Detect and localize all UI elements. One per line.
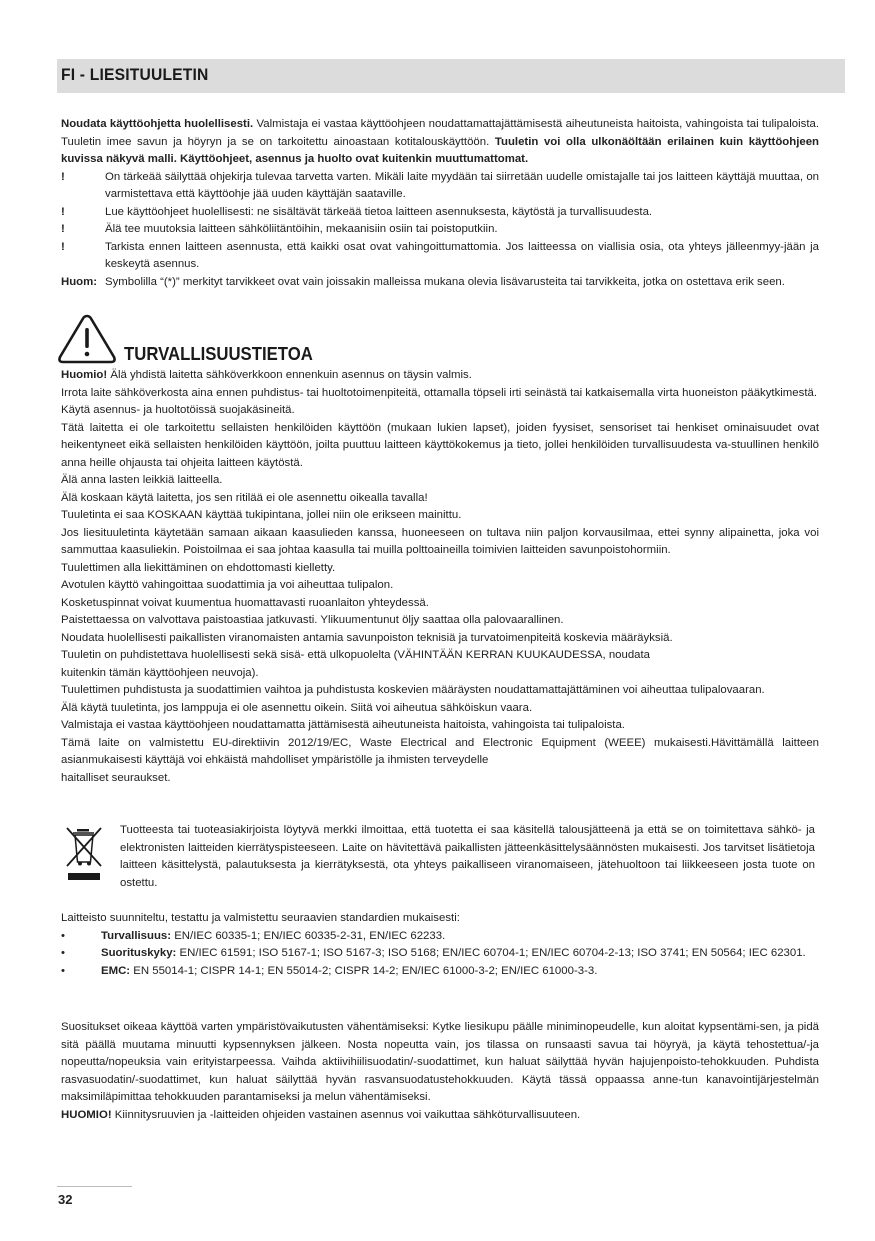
standards-intro: Laitteisto suunniteltu, testattu ja valmistettu seuraavien standardien mukaisesti: (61, 912, 460, 924)
footer-divider (57, 1186, 132, 1187)
intro-lead-bold: Noudata käyttöohjetta huolellisesti. (61, 118, 254, 130)
safety-paragraph: Tuulettimen puhdistusta ja suodattimien vaihtoa ja puhdistusta koskevien määräysten noudattamattajättäminen voi aiheuttaa tulipalovaaran. (61, 684, 765, 696)
standards-text: EN/IEC 60335-1; EN/IEC 60335-2-31, EN/IEC 62233. (171, 929, 446, 942)
warning-label: HUOMIO! (61, 1108, 112, 1121)
exclamation-mark: ! (61, 205, 65, 218)
recommendations-section (61, 1019, 819, 1124)
safety-paragraph: Noudata huolellisesti paikallisten viranomaisten antamia savunpoiston teknisiä ja turvatoimenpiteitä koskevia määräyksiä. (61, 631, 673, 644)
safety-paragraph: Tuuletin on puhdistettava huolellisesti sekä sisä- että ulkopuolelta (VÄHINTÄÄN KERRAN KUUKAUDESSA, noudata (61, 649, 651, 661)
safety-paragraph: Älä käytä tuuletinta, jos lamppuja ei ole asennettu oikein. Siitä voi aiheutua sähköiskun vaara. (61, 701, 533, 714)
bullet-dot: • (61, 964, 65, 977)
intro-lead-text: Valmistaja ei vastaa käyttöohjeen noudattamattajättämisestä aiheutuneista haitoista, vahingoista tai tulipaloista. Tuuletin imee savun ja höyryn ja se on tarkoitettu ainoastaan kotitalouskäyttöön. (61, 118, 819, 148)
note-label: Huom: (61, 275, 98, 288)
safety-paragraph: Irrota laite sähköverkosta aina ennen puhdistus- tai huoltotoimenpiteitä, ottamalla töpseli irti seinästä tai katkaisemalla virta huoneiston pääkytkimestä. (61, 386, 817, 399)
intro-bullet-text: Älä tee muutoksia laitteen sähköliitäntöihin, mekaanisiin osiin tai poistoputkiin. (105, 223, 498, 235)
standards-item (61, 963, 819, 981)
standards-item (61, 945, 819, 963)
weee-text: Tuotteesta tai tuoteasiakirjoista löytyvä merkki ilmoittaa, että tuotetta ei saa käsitellä talousjätteenä ja että se on toimitettava sähkö- ja elektronisten laitteiden kierrätyspisteeseen. Laite on hävitettävä paikallisten jätteenkäsittelysäännösten mukaisesti. Jos tarvitset lisätietoja laitteen käsittelystä, palautuksesta ja kierrätyksestä, ota yhteys paikalliseen viranomaiseen, jätehuoltoon tai liikkeeseen josta tuote on ostettu. (120, 824, 815, 889)
safety-paragraph: kuitenkin tämän käyttöohjeen neuvoja). (61, 666, 259, 679)
warning-text: Kiinnitysruuvien ja -laitteiden ohjeiden vastainen asennus voi vaikuttaa sähköturvallisuuteen. (111, 1108, 581, 1121)
safety-paragraph: Tämä laite on valmistettu EU-direktiivin 2012/19/EC, Waste Electrical and Electronic Equipment (WEEE) mukaisesti.Hävittämällä laitteen asianmukaisesti käyttäjä voi ehkäistä mahdolliset ympäristölle ja ihmisten terveydelle (61, 736, 819, 766)
page-title: FI - LIESITUULETIN (61, 65, 209, 84)
safety-paragraph: Paistettaessa on valvottava paistoastiaa jatkuvasti. Ylikuumentunut öljy saattaa olla palovaarallinen. (61, 614, 564, 626)
safety-heading: TURVALLISUUSTIETOA (124, 344, 313, 364)
recommendations-text: Suositukset oikeaa käyttöä varten ympäristövaikutusten vähentämiseksi: Kytke liesikupu päälle miniminopeudelle, kun aloitat kypsentämi-sen, ja pidä sitä päällä muutama minuutti kypsennyksen jälkeen. Nosta nopeutta vain, jos tilassa on runsaasti savua tai höyryä, ja käytä tehostettua/-ja nopeutta/nopeuksia vain erityistarpeessa. Vaihda aktiivihiilisuodatin/-suodattimet, kun haluat säilyttää hyvän hajujenpoisto-tehokkuuden. Puhdista rasvasuodatin/-suodattimet, kun haluat säilyttää hyvän rasvansuodatustehokkuuden. Käytä tässä oppaassa anne-tun kanavointijärjestelmän maksimiläpimittaa tehokkuuden parantamiseksi ja melun vähentämiseksi. (61, 1021, 819, 1103)
standards-label: Turvallisuus: (101, 929, 172, 942)
intro-paragraph (61, 116, 819, 169)
safety-paragraph: Kosketuspinnat voivat kuumentua huomattavasti ruoanlaiton yhteydessä. (61, 596, 429, 609)
standards-section (61, 910, 819, 980)
note-text: Symbolilla “(*)” merkityt tarvikkeet ovat vain joissakin malleissa mukana olevia lisävarusteita tai tarvikkeita, jotka on ostettava erik seen. (105, 275, 785, 288)
safety-paragraph: Tuulettimen alla liekittäminen on ehdottomasti kielletty. (61, 561, 336, 574)
intro-section (61, 116, 819, 291)
intro-bullet (61, 169, 819, 204)
safety-paragraph: Jos liesituuletinta käytetään samaan aikaan kaasulieden kanssa, huoneeseen on tultava niin paljon korvausilmaa, ettei synny alipainetta, joka voi sammuttaa kaasuliekin. Poistoilmaa ei saa johtaa kaasulla tai muilla polttoaineilla toimivien laitteiden savunpoistohormiin. (61, 526, 819, 556)
safety-first-text: Älä yhdistä laitetta sähköverkkoon ennenkuin asennus on täysin valmis. (107, 369, 472, 381)
intro-lead-bold2: Tuuletin voi olla ulkonäöltään erilainen kuin käyttöohjeen kuvissa näkyvä malli. Käyttöohjeet, asennus ja huolto ovat kuitenkin muuttumattomat. (61, 135, 819, 165)
intro-bullet (61, 239, 819, 274)
bullet-dot: • (61, 947, 65, 959)
exclamation-mark: ! (61, 170, 65, 183)
warning-triangle-icon (56, 313, 118, 365)
standards-text: EN/IEC 61591; ISO 5167-1; ISO 5167-3; ISO 5168; EN/IEC 60704-1; EN/IEC 60704-2-13; ISO 3741; EN 50564; IEC 62301. (176, 947, 806, 959)
intro-bullet (61, 204, 819, 222)
safety-first (61, 367, 819, 385)
standards-label: Suorituskyky: (101, 947, 177, 959)
intro-bullet-text: Lue käyttöohjeet huolellisesti: ne sisältävät tärkeää tietoa laitteen asennuksesta, käytöstä ja turvallisuudesta. (105, 205, 653, 218)
safety-paragraph: Tätä laitetta ei ole tarkoitettu sellaisten henkilöiden käyttöön (mukaan lukien lapset), joiden fyysiset, sensoriset tai henkiset ominaisuudet ovat heikentyneet eikä sellaisten henkilöiden käyttöön, joilta puuttuu laitteen käyttökokemus ja tieto, jollei henkilöiden turvallisuudesta va-stuullinen henkilö anna heille ohjausta tai ohjeita laitteen käytöstä. (61, 421, 819, 469)
safety-paragraph: Avotulen käyttö vahingoittaa suodattimia ja voi aiheuttaa tulipalon. (61, 579, 394, 591)
intro-note (61, 274, 819, 292)
page-number: 32 (58, 1192, 73, 1207)
standards-list (61, 928, 819, 981)
exclamation-mark: ! (61, 240, 65, 253)
standards-text: EN 55014-1; CISPR 14-1; EN 55014-2; CISPR 14-2; EN/IEC 61000-3-2; EN/IEC 61000-3-3. (130, 964, 598, 977)
safety-first-label: Huomio! (61, 369, 108, 381)
safety-paragraph: Valmistaja ei vastaa käyttöohjeen noudattamatta jättämisestä aiheutuneista haitoista, vahingoista tai tulipaloista. (61, 719, 625, 731)
safety-paragraph: haitalliset seuraukset. (61, 771, 171, 784)
intro-bullet-text: On tärkeää säilyttää ohjekirja tulevaa tarvetta varten. Mikäli laite myydään tai siirretään uudelle omistajalle tai jos laitteen käyttäjä muuttaa, on varmistettava että käyttöohje jää uuden käyttäjän saataville. (105, 170, 819, 200)
standards-label: EMC: (101, 964, 131, 977)
safety-paragraph: Älä anna lasten leikkiä laitteella. (61, 474, 223, 486)
safety-paragraph: Tuuletinta ei saa KOSKAAN käyttää tukipintana, jollei niin ole erikseen mainittu. (61, 509, 462, 521)
safety-paragraph: Älä koskaan käytä laitetta, jos sen ritilää ei ole asennettu oikealla tavalla! (61, 491, 428, 504)
header-bar (57, 59, 845, 93)
intro-bullet (61, 221, 819, 239)
crossed-bin-icon (64, 824, 104, 882)
intro-bullet-text: Tarkista ennen laitteen asennusta, että kaikki osat ovat vahingoittumattomia. Jos laitteessa on viallisia osia, ota yhteys jälleenmyy-jään ja keskeytä asennus. (105, 240, 819, 270)
safety-section (61, 367, 819, 787)
safety-paragraph: Käytä asennus- ja huoltotöissä suojakäsineitä. (61, 404, 295, 416)
bullet-dot: • (61, 929, 65, 942)
standards-item (61, 928, 819, 946)
recommendations-warning (61, 1107, 819, 1125)
exclamation-mark: ! (61, 223, 65, 235)
